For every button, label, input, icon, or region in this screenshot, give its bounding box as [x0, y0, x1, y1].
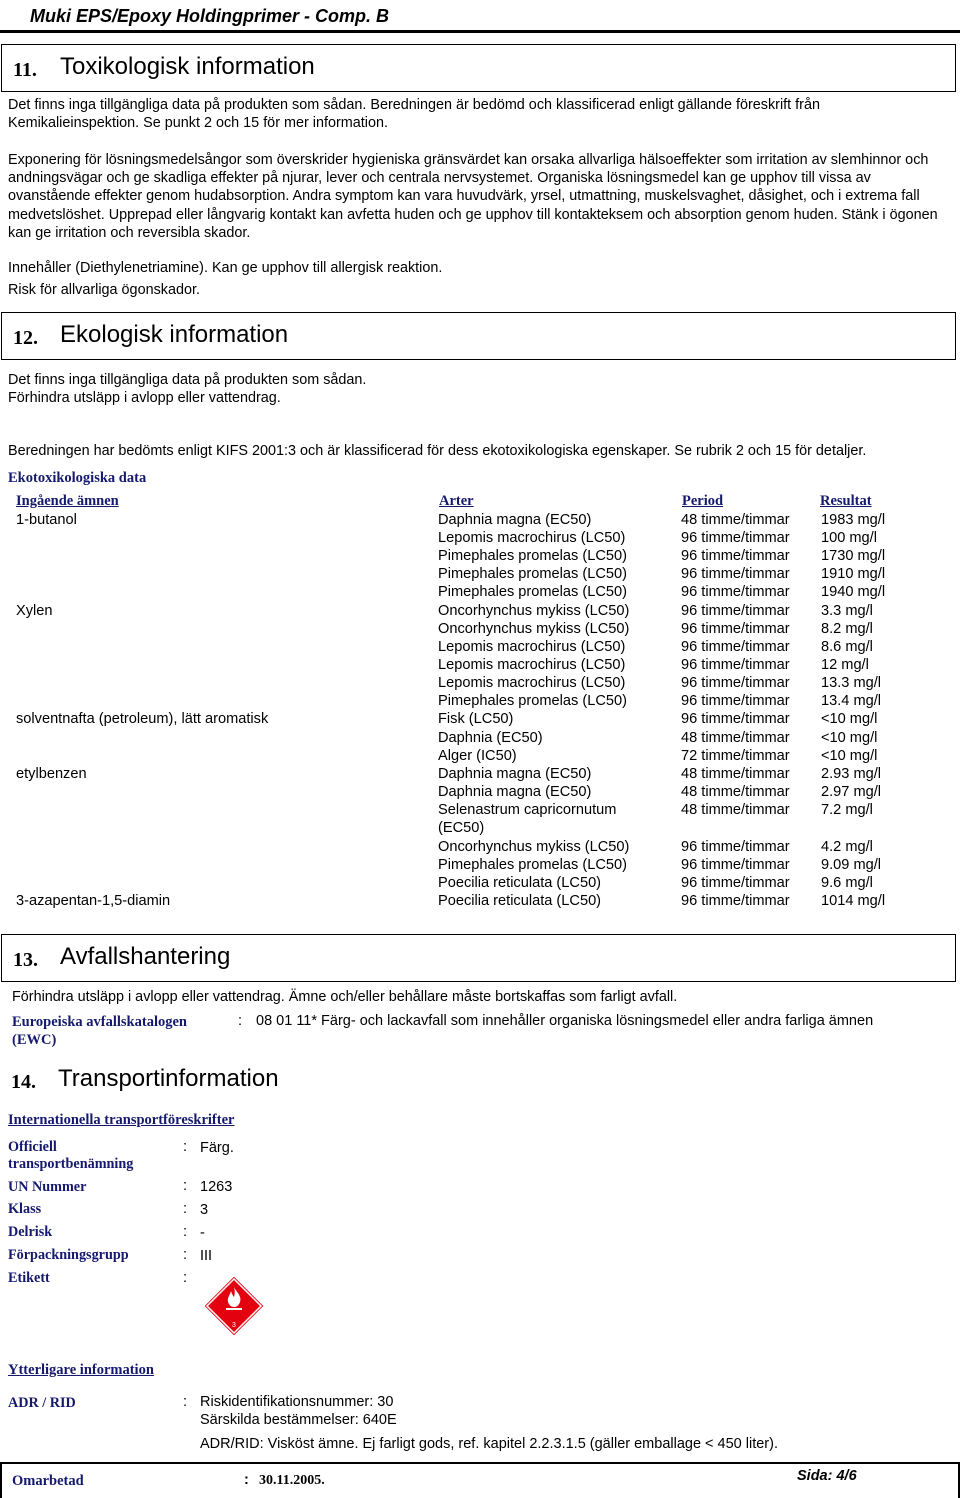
field-label-class: Klass [8, 1201, 42, 1217]
cell-period: 96 timme/timmar [681, 711, 790, 727]
cell-species: Pimephales promelas (LC50) [438, 857, 627, 873]
section-11-header [1, 44, 956, 92]
section-title: Toxikologisk information [60, 53, 315, 80]
cell-result: 13.3 mg/l [821, 675, 882, 691]
cell-species: Lepomis macrochirus (LC50) [438, 639, 626, 655]
cell-substance: etylbenzen [16, 766, 87, 782]
cell-species: Alger (IC50) [438, 748, 517, 764]
cell-result: 1910 mg/l [821, 566, 886, 582]
col-header-result: Resultat [820, 493, 872, 509]
cell-period: 96 timme/timmar [681, 875, 790, 891]
field-colon: : [183, 1178, 188, 1194]
cell-period: 48 timme/timmar [681, 784, 790, 800]
cell-species: Fisk (LC50) [438, 711, 514, 727]
cell-result: 1014 mg/l [821, 893, 886, 909]
section-title: Avfallshantering [60, 943, 231, 970]
cell-period: 96 timme/timmar [681, 657, 790, 673]
cell-species: Daphnia (EC50) [438, 730, 543, 746]
cell-species: Pimephales promelas (LC50) [438, 548, 627, 564]
cell-species: Oncorhynchus mykiss (LC50) [438, 621, 630, 637]
field-label-un-number: UN Nummer [8, 1179, 87, 1195]
field-value-subsidiary-risk: - [200, 1225, 205, 1241]
hazard-class-digit: 3 [232, 1322, 236, 1329]
s13-disposal-text: Förhindra utsläpp i avlopp eller vattendrag. Ämne och/eller behållare måste bortskaffas som farligt avfall. [12, 989, 678, 1005]
s12-classification-text: Beredningen har bedömts enligt KIFS 2001:3 och är klassificerad för dess ekotoxikologiska egenskaper. Se rubrik 2 och 15 för detaljer. [8, 443, 867, 459]
col-header-period: Period [682, 493, 724, 509]
cell-substance: solventnafta (petroleum), lätt aromatisk [16, 711, 269, 727]
cell-result: 2.93 mg/l [821, 766, 882, 782]
cell-species: Daphnia magna (EC50) [438, 766, 592, 782]
cell-species: Daphnia magna (EC50) [438, 784, 592, 800]
col-header-species: Arter [439, 493, 474, 509]
cell-substance: 3-azapentan-1,5-diamin [16, 893, 171, 909]
cell-period: 96 timme/timmar [681, 839, 790, 855]
cell-species: Pimephales promelas (LC50) [438, 584, 627, 600]
cell-result: 8.6 mg/l [821, 639, 873, 655]
cell-period: 96 timme/timmar [681, 693, 790, 709]
field-label-packing-group: Förpackningsgrupp [8, 1247, 129, 1263]
field-label-label: Etikett [8, 1270, 50, 1286]
section-number: 11. [13, 59, 37, 81]
cell-result: 1983 mg/l [821, 512, 886, 528]
cell-result: 2.97 mg/l [821, 784, 882, 800]
adr-rid-label: ADR / RID [8, 1395, 76, 1411]
field-label-subsidiary-risk: Delrisk [8, 1224, 53, 1240]
document-title: Muki EPS/Epoxy Holdingprimer - Comp. B [30, 6, 390, 26]
field-value-un-number: 1263 [200, 1179, 233, 1195]
cell-period: 48 timme/timmar [681, 512, 790, 528]
section-number: 13. [13, 949, 38, 971]
cell-result: 100 mg/l [821, 530, 877, 546]
col-header-substance: Ingående ämnen [16, 493, 119, 509]
s11-exposure-text: Exponering för lösningsmedelsångor som överskrider hygieniska gränsvärdet kan orsaka allvarliga hälsoeffekter som irritation av slemhinnor och andningsvägar och ge skadliga effekter på njurar, lever och centrala nervsystemet. Organiska lösningsmedel kan ge upphov till vissa av ovanstående effekter genom hudabsorption. Andra symptom kan vara huvudvärk, yrsel, utmattning, muskelsvaghet, dåsighet, och i extrema fall medvetslöshet. Upprepad eller långvarig kontakt kan avfetta huden och ge upphov till kontakteksem och absorption genom huden. Stänk i ögonen kan ge irritation och reversibla skador. [8, 152, 938, 241]
adr-hazard-id: Riskidentifikationsnummer: 30 [200, 1394, 394, 1410]
cell-result: 4.2 mg/l [821, 839, 873, 855]
field-label-official-name: Officiell transportbenämning [8, 1139, 134, 1172]
revised-date: 30.11.2005. [259, 1473, 325, 1488]
field-colon: : [183, 1270, 188, 1286]
cell-period: 96 timme/timmar [681, 893, 790, 909]
cell-period: 48 timme/timmar [681, 802, 790, 818]
revised-label: Omarbetad [12, 1473, 84, 1489]
ewc-colon: : [238, 1013, 243, 1029]
field-colon: : [183, 1247, 188, 1263]
cell-period: 72 timme/timmar [681, 748, 790, 764]
field-value-official-name: Färg. [200, 1140, 234, 1156]
s11-intro: Det finns inga tillgängliga data på produkten som sådan. Beredningen är bedömd och klassificerad enligt gällande föreskrift från Kemikalieinspektion. Se punkt 2 och 15 för mer information. [8, 97, 820, 132]
cell-result: 12 mg/l [821, 657, 869, 673]
cell-result: 1730 mg/l [821, 548, 886, 564]
cell-period: 96 timme/timmar [681, 584, 790, 600]
field-value-class: 3 [200, 1202, 209, 1218]
ewc-value: 08 01 11* Färg- och lackavfall som innehåller organiska lösningsmedel eller andra farliga ämnen [256, 1013, 874, 1029]
ewc-label: Europeiska avfallskatalogen (EWC) [12, 1014, 187, 1048]
section-title: Ekologisk information [60, 321, 289, 348]
field-colon: : [183, 1201, 188, 1217]
cell-period: 96 timme/timmar [681, 530, 790, 546]
section-number: 12. [13, 327, 38, 349]
cell-species: Oncorhynchus mykiss (LC50) [438, 839, 630, 855]
additional-info-heading: Ytterligare information [8, 1362, 154, 1378]
cell-species: Pimephales promelas (LC50) [438, 693, 627, 709]
cell-result: 8.2 mg/l [821, 621, 873, 637]
cell-result: 9.6 mg/l [821, 875, 873, 891]
cell-species: Pimephales promelas (LC50) [438, 566, 627, 582]
cell-period: 48 timme/timmar [681, 766, 790, 782]
cell-result: 1940 mg/l [821, 584, 886, 600]
s11-eye-risk-text: Risk för allvarliga ögonskador. [8, 282, 200, 298]
cell-result: <10 mg/l [821, 730, 878, 746]
cell-period: 48 timme/timmar [681, 730, 790, 746]
cell-period: 96 timme/timmar [681, 548, 790, 564]
cell-species: Poecilia reticulata (LC50) [438, 893, 602, 909]
field-colon: : [183, 1139, 188, 1155]
cell-species: Lepomis macrochirus (LC50) [438, 657, 626, 673]
cell-species: Lepomis macrochirus (LC50) [438, 530, 626, 546]
intl-transport-heading: Internationella transportföreskrifter [8, 1112, 235, 1128]
ecotox-subheading: Ekotoxikologiska data [8, 470, 147, 486]
cell-period: 96 timme/timmar [681, 603, 790, 619]
cell-species: Selenastrum capricornutum (EC50) [438, 802, 617, 836]
cell-result: 13.4 mg/l [821, 693, 882, 709]
cell-species: Poecilia reticulata (LC50) [438, 875, 602, 891]
section-13-header [1, 934, 956, 982]
cell-result: <10 mg/l [821, 748, 878, 764]
cell-result: 3.3 mg/l [821, 603, 873, 619]
field-value-packing-group: III [200, 1248, 213, 1264]
section-14-number: 14. [11, 1071, 36, 1093]
revised-colon: : [244, 1472, 249, 1488]
cell-period: 96 timme/timmar [681, 566, 790, 582]
cell-period: 96 timme/timmar [681, 621, 790, 637]
cell-period: 96 timme/timmar [681, 675, 790, 691]
page-number: Sida: 4/6 [797, 1468, 857, 1484]
s11-allergy-text: Innehåller (Diethylenetriamine). Kan ge upphov till allergisk reaktion. [8, 260, 443, 276]
section-12-header [1, 312, 956, 360]
s12-prevent-text: Förhindra utsläpp i avlopp eller vattendrag. [8, 390, 281, 406]
cell-species: Lepomis macrochirus (LC50) [438, 675, 626, 691]
field-colon: : [183, 1394, 188, 1410]
cell-result: <10 mg/l [821, 711, 878, 727]
cell-species: Oncorhynchus mykiss (LC50) [438, 603, 630, 619]
cell-substance: 1-butanol [16, 512, 77, 528]
adr-viscous-note: ADR/RID: Visköst ämne. Ej farligt gods, ref. kapitel 2.2.3.1.5 (gäller emballage < 450 liter). [200, 1436, 778, 1452]
flammable-liquid-hazard-icon [202, 1274, 266, 1338]
header-divider [0, 30, 960, 33]
adr-special-provisions: Särskilda bestämmelser: 640E [200, 1412, 397, 1428]
cell-period: 96 timme/timmar [681, 857, 790, 873]
section-14-title: Transportinformation [58, 1065, 279, 1092]
cell-period: 96 timme/timmar [681, 639, 790, 655]
footer-left-border [0, 1462, 2, 1498]
field-colon: : [183, 1224, 188, 1240]
cell-species: Daphnia magna (EC50) [438, 512, 592, 528]
s12-no-data-text: Det finns inga tillgängliga data på produkten som sådan. [8, 372, 367, 388]
cell-substance: Xylen [16, 603, 53, 619]
cell-result: 7.2 mg/l [821, 802, 873, 818]
cell-result: 9.09 mg/l [821, 857, 882, 873]
